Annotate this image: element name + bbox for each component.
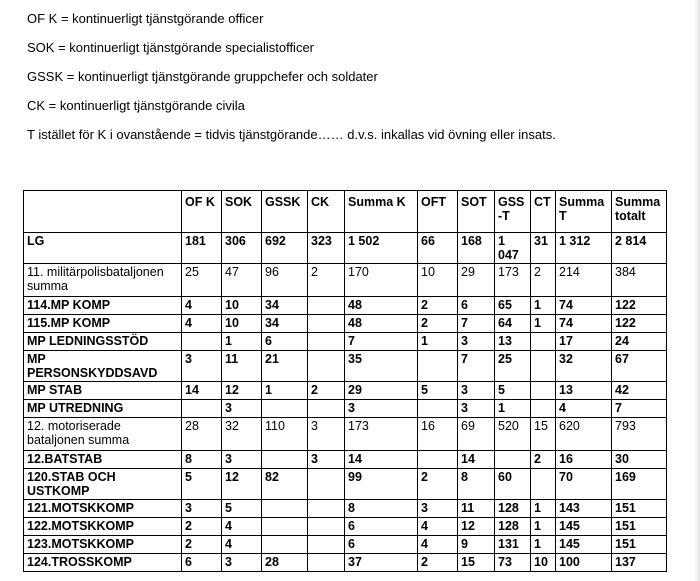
value-cell: 25	[495, 351, 531, 382]
value-cell: 1 502	[345, 233, 418, 264]
value-cell: 47	[222, 264, 262, 297]
value-cell: 4	[222, 518, 262, 536]
value-cell: 15	[458, 554, 495, 572]
value-cell: 24	[612, 333, 667, 351]
value-cell: 29	[345, 382, 418, 400]
value-cell: 10	[418, 264, 458, 297]
value-cell: 4	[182, 315, 222, 333]
value-cell: 5	[182, 469, 222, 500]
value-cell: 4	[418, 518, 458, 536]
value-cell	[308, 518, 345, 536]
header-cell: OF K	[182, 191, 222, 233]
value-cell	[308, 333, 345, 351]
table-row	[24, 500, 667, 518]
value-cell	[308, 400, 345, 418]
value-cell: 2	[182, 518, 222, 536]
value-cell: 5	[222, 500, 262, 518]
value-cell: 29	[458, 264, 495, 297]
value-cell: 16	[418, 418, 458, 451]
value-cell: 1	[531, 536, 556, 554]
value-cell: 64	[495, 315, 531, 333]
value-cell: 74	[556, 315, 612, 333]
table-row	[24, 536, 667, 554]
value-cell	[262, 536, 308, 554]
table-row	[24, 400, 667, 418]
value-cell: 2	[308, 382, 345, 400]
value-cell: 1	[531, 500, 556, 518]
value-cell: 323	[308, 233, 345, 264]
page-edge-shadow	[694, 0, 700, 581]
value-cell: 692	[262, 233, 308, 264]
value-cell: 28	[262, 554, 308, 572]
value-cell: 122	[612, 315, 667, 333]
value-cell: 8	[345, 500, 418, 518]
value-cell: 65	[495, 297, 531, 315]
value-cell: 181	[182, 233, 222, 264]
value-cell: 17	[556, 333, 612, 351]
unit-name-cell: LG	[24, 233, 182, 264]
value-cell: 3	[222, 400, 262, 418]
value-cell: 3	[308, 418, 345, 451]
value-cell: 1	[495, 400, 531, 418]
value-cell: 173	[495, 264, 531, 297]
value-cell: 1	[222, 333, 262, 351]
value-cell: 145	[556, 536, 612, 554]
value-cell	[308, 536, 345, 554]
value-cell: 4	[418, 536, 458, 554]
value-cell: 32	[556, 351, 612, 382]
value-cell: 34	[262, 297, 308, 315]
value-cell: 6	[458, 297, 495, 315]
value-cell: 137	[612, 554, 667, 572]
value-cell: 4	[556, 400, 612, 418]
value-cell: 4	[182, 297, 222, 315]
definition-tidvis: T istället för K i ovanstående = tidvis tjänstgörande…… d.v.s. inkallas vid övning eller insats.	[27, 127, 556, 142]
unit-name-cell: MP UTREDNING	[24, 400, 182, 418]
value-cell	[308, 297, 345, 315]
value-cell: 7	[458, 351, 495, 382]
value-cell: 520	[495, 418, 531, 451]
definition-gssk: GSSK = kontinuerligt tjänstgörande gruppchefer och soldater	[27, 69, 378, 84]
table-row	[24, 418, 667, 451]
value-cell: 2	[418, 469, 458, 500]
header-cell: CK	[308, 191, 345, 233]
value-cell	[182, 333, 222, 351]
table-row	[24, 451, 667, 469]
value-cell: 69	[458, 418, 495, 451]
unit-name-cell: 115.MP KOMP	[24, 315, 182, 333]
value-cell: 1	[418, 333, 458, 351]
unit-name-cell: 120.STAB OCH USTKOMP	[24, 469, 182, 500]
value-cell: 9	[458, 536, 495, 554]
header-cell: Summa totalt	[612, 191, 667, 233]
value-cell: 128	[495, 518, 531, 536]
value-cell: 10	[222, 297, 262, 315]
value-cell: 2	[308, 264, 345, 297]
value-cell: 7	[612, 400, 667, 418]
value-cell: 14	[345, 451, 418, 469]
value-cell	[531, 400, 556, 418]
value-cell	[308, 554, 345, 572]
value-cell: 14	[182, 382, 222, 400]
value-cell: 5	[418, 382, 458, 400]
value-cell	[308, 469, 345, 500]
value-cell: 48	[345, 297, 418, 315]
value-cell: 3	[458, 382, 495, 400]
value-cell: 793	[612, 418, 667, 451]
value-cell: 12	[458, 518, 495, 536]
value-cell: 6	[182, 554, 222, 572]
value-cell: 4	[222, 536, 262, 554]
header-cell: GSSK	[262, 191, 308, 233]
value-cell: 96	[262, 264, 308, 297]
table-row	[24, 518, 667, 536]
unit-name-cell: 12.BATSTAB	[24, 451, 182, 469]
value-cell	[262, 518, 308, 536]
table-row	[24, 469, 667, 500]
value-cell: 1	[531, 518, 556, 536]
value-cell: 214	[556, 264, 612, 297]
value-cell	[531, 351, 556, 382]
table-body	[24, 233, 667, 572]
value-cell: 3	[345, 400, 418, 418]
value-cell: 73	[495, 554, 531, 572]
value-cell: 60	[495, 469, 531, 500]
unit-name-cell: 123.MOTSKKOMP	[24, 536, 182, 554]
value-cell	[182, 400, 222, 418]
header-cell	[24, 191, 182, 233]
value-cell: 6	[262, 333, 308, 351]
unit-name-cell: MP LEDNINGSSTÖD	[24, 333, 182, 351]
value-cell: 2	[182, 536, 222, 554]
value-cell: 5	[495, 382, 531, 400]
personnel-table	[23, 190, 667, 572]
unit-name-cell: 124.TROSSKOMP	[24, 554, 182, 572]
value-cell: 131	[495, 536, 531, 554]
value-cell: 70	[556, 469, 612, 500]
unit-name-cell: 122.MOTSKKOMP	[24, 518, 182, 536]
value-cell: 2	[418, 297, 458, 315]
value-cell: 66	[418, 233, 458, 264]
value-cell: 14	[458, 451, 495, 469]
value-cell: 16	[556, 451, 612, 469]
unit-name-cell: 11. militärpolisbataljonen summa	[24, 264, 182, 297]
value-cell	[495, 451, 531, 469]
value-cell	[531, 333, 556, 351]
table-row	[24, 297, 667, 315]
value-cell: 28	[182, 418, 222, 451]
value-cell: 31	[531, 233, 556, 264]
value-cell: 30	[612, 451, 667, 469]
value-cell: 1 047	[495, 233, 531, 264]
value-cell: 2	[531, 264, 556, 297]
table-row	[24, 554, 667, 572]
value-cell: 25	[182, 264, 222, 297]
value-cell: 2	[531, 451, 556, 469]
value-cell	[262, 500, 308, 518]
value-cell: 2	[418, 554, 458, 572]
value-cell: 12	[222, 469, 262, 500]
unit-name-cell: 12. motoriserade bataljonen summa	[24, 418, 182, 451]
definition-ck: CK = kontinuerligt tjänstgörande civila	[27, 98, 245, 113]
value-cell: 34	[262, 315, 308, 333]
definition-sok: SOK = kontinuerligt tjänstgörande specialistofficer	[27, 40, 315, 55]
value-cell: 128	[495, 500, 531, 518]
value-cell: 35	[345, 351, 418, 382]
unit-name-cell: 121.MOTSKKOMP	[24, 500, 182, 518]
definition-ofk: OF K = kontinuerligt tjänstgörande officer	[27, 11, 264, 26]
value-cell: 7	[345, 333, 418, 351]
value-cell	[308, 500, 345, 518]
value-cell: 99	[345, 469, 418, 500]
table-header-row	[24, 191, 667, 233]
value-cell: 10	[222, 315, 262, 333]
value-cell: 67	[612, 351, 667, 382]
value-cell: 8	[458, 469, 495, 500]
header-cell: OFT	[418, 191, 458, 233]
value-cell	[418, 451, 458, 469]
value-cell: 12	[222, 382, 262, 400]
value-cell: 110	[262, 418, 308, 451]
value-cell: 306	[222, 233, 262, 264]
header-cell: SOK	[222, 191, 262, 233]
value-cell: 48	[345, 315, 418, 333]
value-cell: 32	[222, 418, 262, 451]
unit-name-cell: MP STAB	[24, 382, 182, 400]
value-cell: 3	[458, 400, 495, 418]
header-cell: Summa T	[556, 191, 612, 233]
value-cell: 2	[418, 315, 458, 333]
value-cell	[418, 400, 458, 418]
header-cell: SOT	[458, 191, 495, 233]
table-row	[24, 333, 667, 351]
value-cell: 145	[556, 518, 612, 536]
value-cell: 10	[531, 554, 556, 572]
value-cell: 384	[612, 264, 667, 297]
value-cell: 1	[531, 315, 556, 333]
table-row	[24, 233, 667, 264]
value-cell	[262, 451, 308, 469]
value-cell: 74	[556, 297, 612, 315]
value-cell	[262, 400, 308, 418]
value-cell: 3	[182, 351, 222, 382]
value-cell: 151	[612, 500, 667, 518]
value-cell: 3	[222, 451, 262, 469]
value-cell: 6	[345, 518, 418, 536]
value-cell: 169	[612, 469, 667, 500]
value-cell: 2 814	[612, 233, 667, 264]
header-cell: Summa K	[345, 191, 418, 233]
value-cell: 82	[262, 469, 308, 500]
value-cell: 6	[345, 536, 418, 554]
definitions-list	[27, 11, 687, 156]
value-cell: 13	[556, 382, 612, 400]
table-row	[24, 264, 667, 297]
value-cell: 3	[458, 333, 495, 351]
table-row	[24, 382, 667, 400]
value-cell: 11	[458, 500, 495, 518]
value-cell: 168	[458, 233, 495, 264]
value-cell: 151	[612, 518, 667, 536]
unit-name-cell: MP PERSONSKYDDSAVD	[24, 351, 182, 382]
value-cell: 151	[612, 536, 667, 554]
value-cell: 3	[308, 451, 345, 469]
value-cell: 173	[345, 418, 418, 451]
value-cell: 1	[531, 297, 556, 315]
value-cell: 15	[531, 418, 556, 451]
value-cell: 170	[345, 264, 418, 297]
value-cell	[531, 382, 556, 400]
header-cell: GSS-T	[495, 191, 531, 233]
value-cell: 3	[222, 554, 262, 572]
value-cell: 3	[418, 500, 458, 518]
unit-name-cell: 114.MP KOMP	[24, 297, 182, 315]
value-cell: 620	[556, 418, 612, 451]
table-row	[24, 315, 667, 333]
value-cell	[418, 351, 458, 382]
value-cell: 122	[612, 297, 667, 315]
value-cell: 1	[262, 382, 308, 400]
value-cell: 3	[182, 500, 222, 518]
table-row	[24, 351, 667, 382]
value-cell	[308, 315, 345, 333]
value-cell	[308, 351, 345, 382]
value-cell: 143	[556, 500, 612, 518]
header-cell: CT	[531, 191, 556, 233]
value-cell: 7	[458, 315, 495, 333]
value-cell: 100	[556, 554, 612, 572]
value-cell: 42	[612, 382, 667, 400]
value-cell: 1 312	[556, 233, 612, 264]
value-cell: 11	[222, 351, 262, 382]
value-cell: 37	[345, 554, 418, 572]
value-cell: 8	[182, 451, 222, 469]
value-cell	[531, 469, 556, 500]
value-cell: 21	[262, 351, 308, 382]
value-cell: 13	[495, 333, 531, 351]
